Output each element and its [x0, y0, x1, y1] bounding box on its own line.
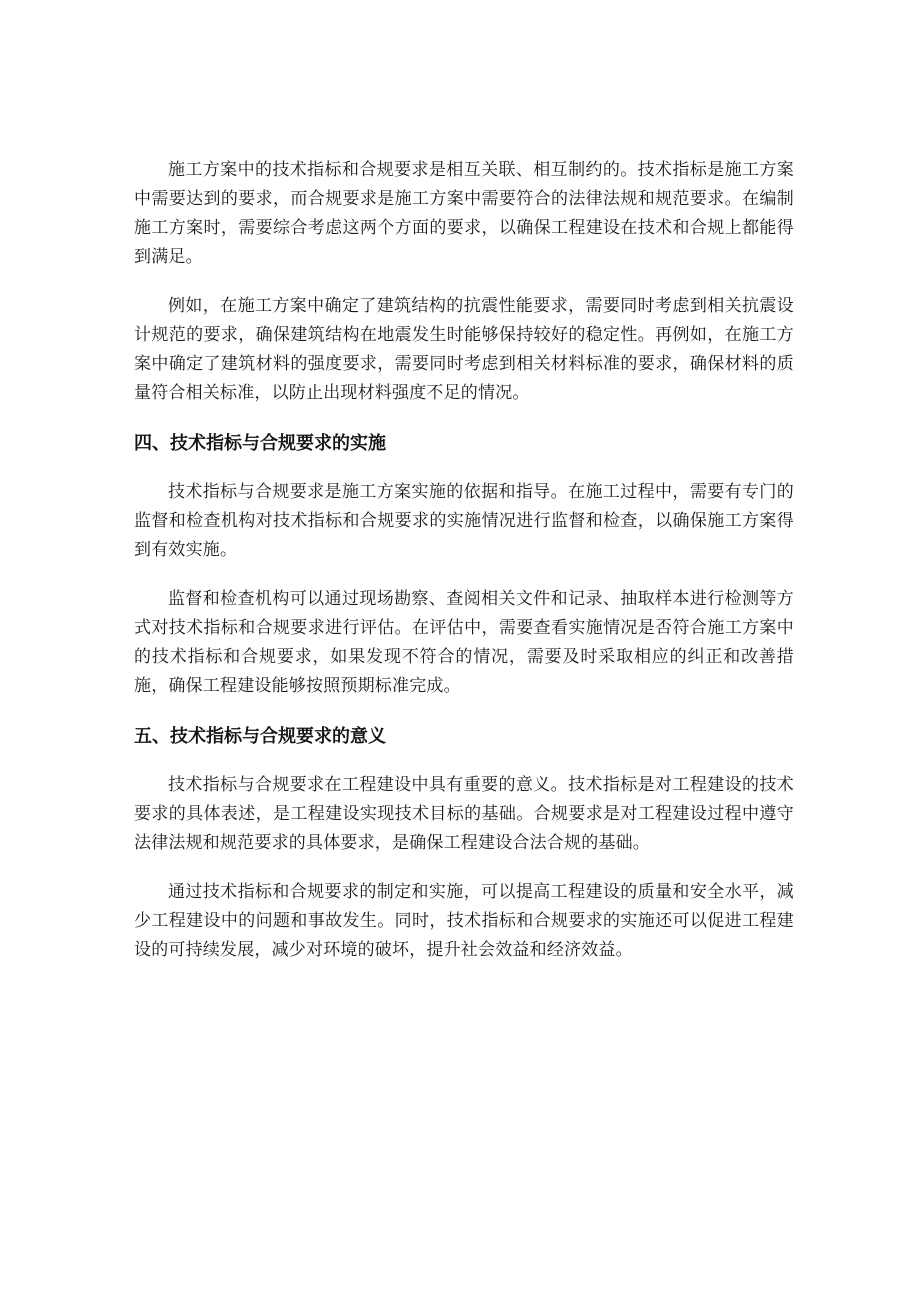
paragraph-supervision: 监督和检查机构可以通过现场勘察、查阅相关文件和记录、抽取样本进行检测等方式对技术指标和合规要求进行评估。在评估中，需要查看实施情况是否符合施工方案中的技术指标和合规要求，如果发现不符合的情况，需要及时采取相应的纠正和改善措施，确保工程建设能够按照预期标准完成。	[134, 589, 794, 696]
paragraph-implementation-basis: 技术指标与合规要求是施工方案实施的依据和指导。在施工过程中，需要有专门的监督和检查机构对技术指标和合规要求的实施情况进行监督和检查，以确保施工方案得到有效实施。	[134, 482, 794, 560]
paragraph-example: 例如，在施工方案中确定了建筑结构的抗震性能要求，需要同时考虑到相关抗震设计规范的要求，确保建筑结构在地震发生时能够保持较好的稳定性。再例如，在施工方案中确定了建筑材料的强度要求，需要同时考虑到相关材料标准的要求，确保材料的质量符合相关标准，以防止出现材料强度不足的情况。	[134, 296, 794, 403]
document-body	[134, 156, 794, 985]
paragraph-significance: 技术指标与合规要求在工程建设中具有重要的意义。技术指标是对工程建设的技术要求的具体表述，是工程建设实现技术目标的基础。合规要求是对工程建设过程中遵守法律法规和规范要求的具体要求，是确保工程建设合法合规的基础。	[134, 775, 794, 853]
section-heading-significance: 五、技术指标与合规要求的意义	[134, 726, 386, 747]
paragraph-relation: 施工方案中的技术指标和合规要求是相互关联、相互制约的。技术指标是施工方案中需要达到的要求，而合规要求是施工方案中需要符合的法律法规和规范要求。在编制施工方案时，需要综合考虑这两个方面的要求，以确保工程建设在技术和合规上都能得到满足。	[134, 160, 794, 267]
section-heading-implementation: 四、技术指标与合规要求的实施	[134, 433, 386, 454]
paragraph-benefits: 通过技术指标和合规要求的制定和实施，可以提高工程建设的质量和安全水平，减少工程建设中的问题和事故发生。同时，技术指标和合规要求的实施还可以促进工程建设的可持续发展，减少对环境的破坏，提升社会效益和经济效益。	[134, 882, 794, 960]
